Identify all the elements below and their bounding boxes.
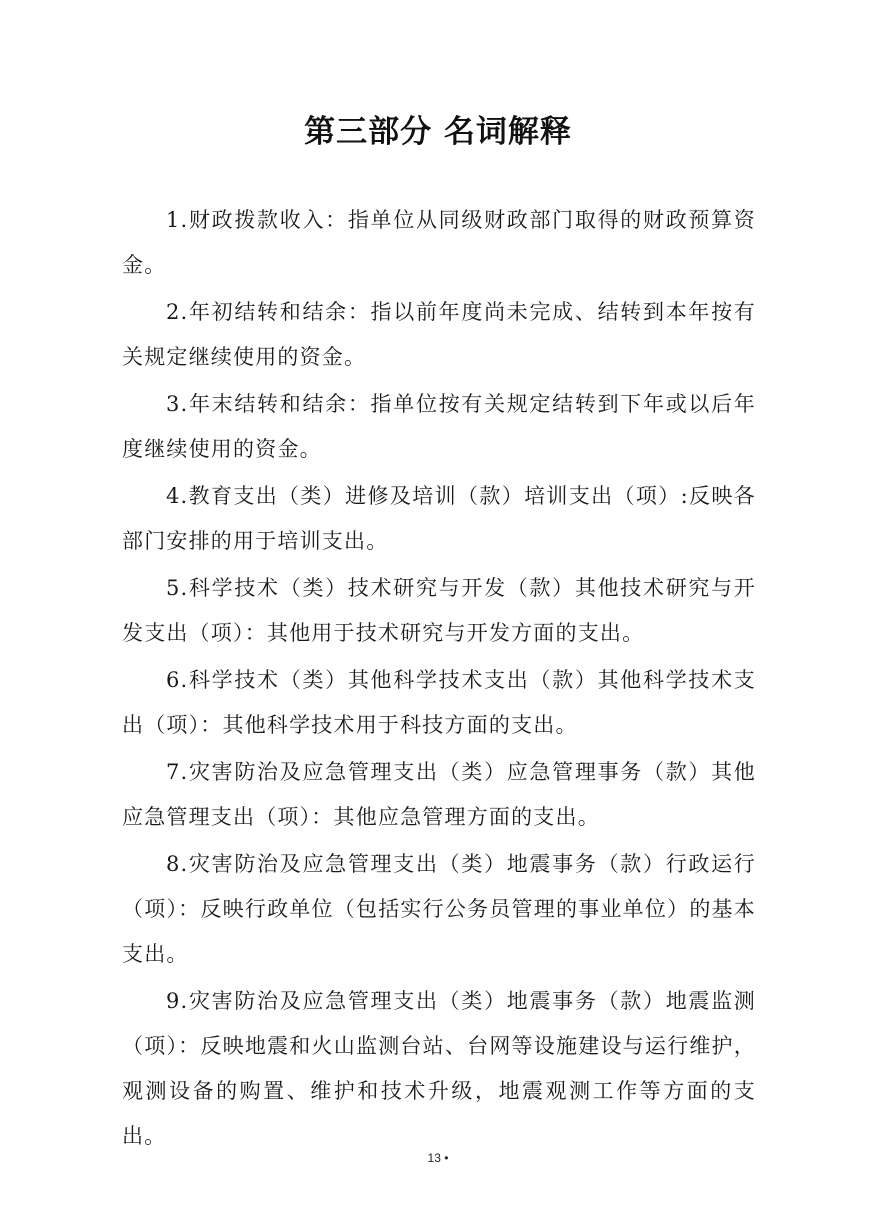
glossary-item-8: 8.灾害防治及应急管理支出（类）地震事务（款）行政运行（项）：反映行政单位（包括实行公务员管理的事业单位）的基本支出。 xyxy=(122,852,756,966)
glossary-item-3: 3.年末结转和结余：指单位按有关规定结转到下年或以后年度继续使用的资金。 xyxy=(122,392,756,461)
page-number: 13 • xyxy=(427,1151,449,1165)
glossary-item-5: 5.科学技术（类）技术研究与开发（款）其他技术研究与开发支出（项）：其他用于技术研究与开发方面的支出。 xyxy=(122,576,756,645)
glossary-item-9: 9.灾害防治及应急管理支出（类）地震事务（款）地震监测（项）：反映地震和火山监测台站、台网等设施建设与运行维护，观测设备的购置、维护和技术升级，地震观测工作等方面的支出。 xyxy=(122,989,756,1148)
glossary-item-6: 6.科学技术（类）其他科学技术支出（款）其他科学技术支出（项）：其他科学技术用于科技方面的支出。 xyxy=(122,668,756,737)
glossary-item-7: 7.灾害防治及应急管理支出（类）应急管理事务（款）其他应急管理支出（项）：其他应急管理方面的支出。 xyxy=(122,760,756,829)
glossary-item-2: 2.年初结转和结余：指以前年度尚未完成、结转到本年按有关规定继续使用的资金。 xyxy=(122,300,756,369)
glossary-body xyxy=(122,198,756,1161)
glossary-item-4: 4.教育支出（类）进修及培训（款）培训支出（项）:反映各部门安排的用于培训支出。 xyxy=(122,484,756,553)
page-title: 第三部分 名词解释 xyxy=(304,114,572,150)
glossary-item-1: 1.财政拨款收入：指单位从同级财政部门取得的财政预算资金。 xyxy=(122,208,756,277)
